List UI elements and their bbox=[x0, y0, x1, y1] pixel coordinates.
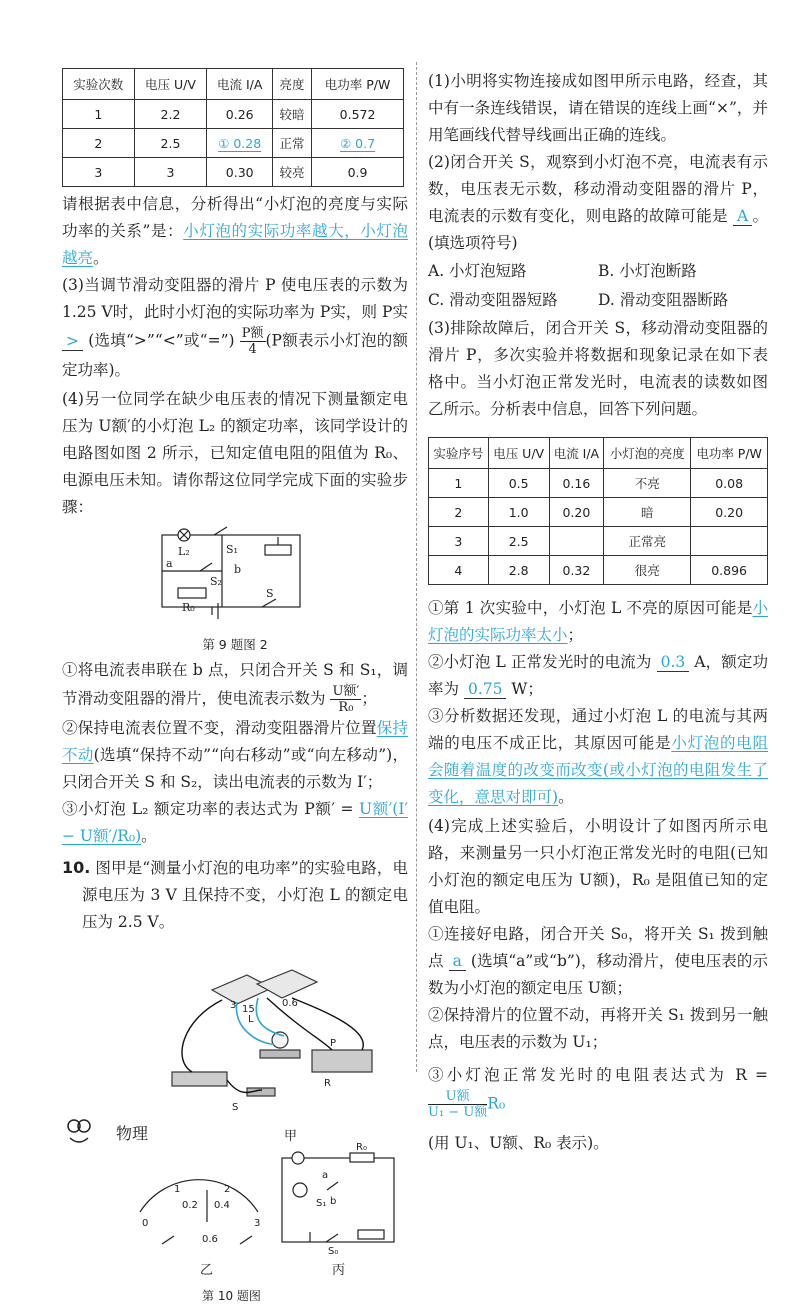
table-header-row bbox=[429, 438, 768, 469]
meter-and-circuit-figure bbox=[62, 1142, 408, 1312]
table-row bbox=[429, 469, 768, 498]
paragraph-brightness: 请根据表中信息，分析得出“小灯泡的亮度与实际功率的关系”是：小灯泡的实际功率越大，小灯泡越亮。 bbox=[62, 195, 408, 267]
table-cell: 3 bbox=[429, 527, 489, 556]
label-a: a bbox=[166, 557, 173, 570]
table-header-cell: 电压 U/V bbox=[134, 69, 207, 100]
paragraph-r1: (1)小明将实物连接成如图甲所示电路，经查，其中有一条连线错误，请在错误的连线上画“×”，并用笔画线代替导线画出正确的连线。 bbox=[428, 72, 768, 144]
switch-s1-icon bbox=[214, 527, 227, 535]
table-header-cell: 小灯泡的亮度 bbox=[604, 438, 691, 469]
table-row bbox=[429, 556, 768, 585]
answer-compare: > bbox=[62, 332, 83, 351]
table-cell: 较暗 bbox=[273, 100, 312, 129]
tick-1: 1 bbox=[174, 1184, 181, 1195]
tick-06: 0.6 bbox=[202, 1234, 218, 1245]
results-table-1 bbox=[62, 68, 404, 187]
paragraph-q3: (3)当调节滑动变阻器的滑片 P 使电压表的示数为 1.25 V时，此时小灯泡的实际功率为 P实，则 P实 > (选填“>”“<”或“=”) $\frac{\text{P额}}{4}$ (P额表示小灯泡的额定功率)。 bbox=[62, 276, 408, 379]
label-l: L bbox=[248, 1014, 254, 1025]
switch-s-icon bbox=[262, 599, 276, 607]
answer-slider: 保持不动 bbox=[62, 719, 408, 764]
label-a: a bbox=[322, 1170, 329, 1181]
label-3: 3 bbox=[230, 1000, 237, 1011]
bulb-base bbox=[260, 1050, 300, 1058]
table-cell bbox=[691, 527, 768, 556]
table-cell: 正常亮 bbox=[604, 527, 691, 556]
resistor-r0-icon bbox=[178, 588, 206, 598]
label-s2: S₂ bbox=[210, 575, 222, 588]
table-cell: 正常 bbox=[273, 129, 312, 158]
step-1: ①将电流表串联在 b 点，只闭合开关 S 和 S₁，调节滑动变阻器的滑片，使电流表示数为 $\frac{\text{U额′}}{\text{R₀}}$ ； bbox=[62, 661, 408, 715]
resistor-r0-icon bbox=[350, 1153, 374, 1162]
table-cell: 暗 bbox=[604, 498, 691, 527]
figure-caption-10: 第 10 题图 bbox=[202, 1289, 261, 1303]
table-cell: 0.9 bbox=[312, 158, 404, 187]
switch-s0-icon bbox=[326, 1234, 338, 1242]
right-column bbox=[428, 68, 768, 1157]
table-cell: 3 bbox=[134, 158, 207, 187]
page-footer bbox=[64, 1118, 148, 1146]
tick-04: 0.4 bbox=[214, 1200, 230, 1211]
label-yi: 乙 bbox=[200, 1263, 214, 1278]
label-15: 15 bbox=[242, 1004, 255, 1015]
label-r0: R₀ bbox=[356, 1142, 367, 1153]
table-cell-answer: ① 0.28 bbox=[207, 129, 273, 158]
answer-fault: A bbox=[733, 207, 752, 226]
ammeter-icon bbox=[257, 970, 317, 998]
wire bbox=[182, 1000, 222, 1072]
fraction-prated-over-4: $\frac{\text{P额}}{4}$ bbox=[241, 326, 264, 357]
table-header-cell: 电流 I/A bbox=[549, 438, 604, 469]
table-cell: 1 bbox=[429, 469, 489, 498]
step-2: ②保持电流表位置不变，滑动变阻器滑片位置保持不动(选填“保持不动”“向右移动”或“向左移动”)，只闭合开关 S 和 S₂，读出电流表的示数为 I′； bbox=[62, 719, 408, 791]
label-s: S bbox=[232, 1102, 239, 1113]
answer-power-expression: U额′(I′ − U额′/R₀) bbox=[62, 800, 408, 845]
tick-02: 0.2 bbox=[182, 1200, 198, 1211]
table-cell: 1 bbox=[63, 100, 135, 129]
table-header-cell: 实验次数 bbox=[63, 69, 135, 100]
wire bbox=[227, 1080, 262, 1093]
step-3: ③小灯泡 L₂ 额定功率的表达式为 P额′ = U额′(I′ − U额′/R₀)。 bbox=[62, 800, 408, 845]
paragraph-q4: (4)另一位同学在缺少电压表的情况下测量额定电压为 U额′的小灯泡 L₂ 的额定功率，该同学设计的电路图如图 2 所示，已知定值电阻的阻值为 R₀、电源电压未知。请你帮这位同学完成下面的实验步骤： bbox=[62, 390, 408, 516]
option-b: B. 小灯泡断路 bbox=[598, 262, 697, 280]
table-header-cell: 电功率 P/W bbox=[312, 69, 404, 100]
fraction-urated-over-r0: $\frac{\text{U额′}}{\text{R₀}}$ bbox=[332, 684, 360, 715]
label-b: b bbox=[234, 563, 242, 576]
answer-not-lit-reason: 小灯泡的实际功率太小 bbox=[428, 599, 768, 644]
answer-resistance-expression: $\frac{\text{U额}}{\text{U₁ − U额}}$ bbox=[428, 1089, 488, 1120]
table-cell: 0.20 bbox=[691, 498, 768, 527]
paragraph-r4: (4)完成上述实验后，小明设计了如图丙所示电路，来测量另一只小灯泡正常发光时的电阻(已知小灯泡的额定电压为 U额)，R₀ 是阻值已知的定值电阻。 bbox=[428, 817, 768, 916]
table-cell: 不亮 bbox=[604, 469, 691, 498]
question-10: 10. 图甲是“测量小灯泡的电功率”的实验电路，电源电压为 3 V 且保持不变，小灯泡 L 的额定电压为 2.5 V。 bbox=[62, 858, 408, 931]
voltmeter-icon bbox=[212, 975, 272, 1004]
table-header-cell: 电功率 P/W bbox=[691, 438, 768, 469]
switch-s1-icon bbox=[327, 1182, 338, 1190]
table-cell: 2 bbox=[429, 498, 489, 527]
answer-brightness: 小灯泡的实际功率越大，小灯泡越亮 bbox=[62, 222, 408, 267]
table-cell: 很亮 bbox=[604, 556, 691, 585]
voltmeter-icon bbox=[293, 1183, 307, 1197]
step-b1: ①连接好电路，闭合开关 S₀，将开关 S₁ 拨到触点 a (选填“a”或“b”)，移动滑片，使电压表的示数为小灯泡的额定电压 U额； bbox=[428, 925, 768, 997]
table-header-cell: 电流 I/A bbox=[207, 69, 273, 100]
table-cell bbox=[549, 527, 604, 556]
table-cell: 4 bbox=[429, 556, 489, 585]
question-number: 10. bbox=[62, 858, 91, 877]
answer-line-1: ①第 1 次实验中，小灯泡 L 不亮的原因可能是小灯泡的实际功率太小； bbox=[428, 599, 768, 644]
step-b4: (用 U₁、U额、R₀ 表示)。 bbox=[428, 1134, 609, 1152]
table-cell: 0.20 bbox=[549, 498, 604, 527]
mascot-logo-icon bbox=[64, 1118, 94, 1146]
terminal-icon bbox=[240, 1236, 252, 1244]
table-cell: 较亮 bbox=[273, 158, 312, 187]
terminal-icon bbox=[162, 1236, 174, 1244]
label-s: S bbox=[266, 587, 274, 600]
label-s0: S₀ bbox=[328, 1246, 339, 1257]
table-cell: 2.5 bbox=[488, 527, 549, 556]
rheostat-icon bbox=[265, 545, 291, 555]
rheostat-icon bbox=[312, 1050, 372, 1072]
label-r0: R₀ bbox=[182, 601, 195, 614]
tick-3: 3 bbox=[254, 1218, 261, 1229]
table-cell: 2 bbox=[63, 129, 135, 158]
label-p: P bbox=[330, 1038, 337, 1049]
footer-subject: 物理 bbox=[116, 1123, 149, 1143]
table-cell: 0.572 bbox=[312, 100, 404, 129]
battery-pack-icon bbox=[172, 1072, 227, 1086]
results-table-2 bbox=[428, 437, 768, 585]
table-row bbox=[429, 498, 768, 527]
table-cell: 3 bbox=[63, 158, 135, 187]
table-cell: 1.0 bbox=[488, 498, 549, 527]
step-b3: ③小灯泡正常发光时的电阻表达式为 R = $\frac{\text{U额}}{\text{U₁ − U额}}$ R₀ bbox=[428, 1066, 768, 1120]
label-jia: 甲 bbox=[284, 1129, 298, 1144]
figure-caption-9: 第 9 题图 2 bbox=[202, 637, 268, 652]
tick-0: 0 bbox=[142, 1218, 149, 1229]
ammeter-scale-arc bbox=[140, 1180, 258, 1212]
label-b: b bbox=[330, 1196, 337, 1207]
label-s1: S₁ bbox=[316, 1198, 327, 1209]
correction-wire bbox=[256, 998, 284, 1036]
column-divider bbox=[416, 62, 417, 1072]
options-list bbox=[428, 257, 768, 315]
table-cell: 0.30 bbox=[207, 158, 273, 187]
label-l2: L₂ bbox=[178, 545, 190, 558]
label-bing: 丙 bbox=[332, 1263, 346, 1278]
rheostat-icon bbox=[358, 1230, 384, 1239]
table-cell: 2.8 bbox=[488, 556, 549, 585]
table-row bbox=[63, 129, 404, 158]
table-cell: 0.26 bbox=[207, 100, 273, 129]
option-c: C. 滑动变阻器短路 bbox=[428, 291, 558, 309]
circuit-diagram-fig9 bbox=[62, 523, 408, 633]
option-a: A. 小灯泡短路 bbox=[428, 262, 527, 280]
table-cell: 2.5 bbox=[134, 129, 207, 158]
answer-contact: a bbox=[449, 952, 466, 971]
table-cell: 0.08 bbox=[691, 469, 768, 498]
step-b2: ②保持滑片的位置不动，再将开关 S₁ 拨到另一触点，电压表的示数为 U₁； bbox=[428, 1006, 768, 1051]
answer-current: 0.3 bbox=[657, 653, 690, 672]
table-cell: 0.16 bbox=[549, 469, 604, 498]
table-cell: 2.2 bbox=[134, 100, 207, 129]
table-cell: 0.5 bbox=[488, 469, 549, 498]
table-cell-answer: ② 0.7 bbox=[312, 129, 404, 158]
option-d: D. 滑动变阻器断路 bbox=[598, 291, 729, 309]
table-header-row bbox=[63, 69, 404, 100]
table-header-cell: 实验序号 bbox=[429, 438, 489, 469]
paragraph-r3: (3)排除故障后，闭合开关 S，移动滑动变阻器的滑片 P，多次实验并将数据和现象记录在如下表格中。当小灯泡正常发光时，电流表的读数如图乙所示。分析表中信息，回答下列问题。 bbox=[428, 319, 768, 418]
wire bbox=[292, 998, 363, 1050]
answer-rated-power: 0.75 bbox=[464, 680, 507, 699]
table-cell: 0.896 bbox=[691, 556, 768, 585]
lamp-icon bbox=[292, 1152, 304, 1164]
label-06: 0.6 bbox=[282, 998, 298, 1009]
table-cell: 0.32 bbox=[549, 556, 604, 585]
table-row bbox=[63, 100, 404, 129]
label-s1: S₁ bbox=[226, 543, 238, 556]
answer-nonlinear-reason: 小灯泡的电阻会随着温度的改变而改变(或小灯泡的电阻发生了变化，意思对即可) bbox=[428, 734, 768, 806]
table-header-cell: 电压 U/V bbox=[488, 438, 549, 469]
switch-s2-icon bbox=[200, 563, 212, 571]
label-r: R bbox=[324, 1078, 331, 1089]
tick-2: 2 bbox=[224, 1184, 231, 1195]
paragraph-r2: (2)闭合开关 S，观察到小灯泡不亮，电流表有示数，电压表无示数，移动滑动变阻器的滑片 P，电流表的示数有变化，则电路的故障可能是 A 。(填选项符号) bbox=[428, 153, 768, 252]
answer-line-3: ③分析数据还发现，通过小灯泡 L 的电流与其两端的电压不成正比，其原因可能是小灯泡的电阻会随着温度的改变而改变(或小灯泡的电阻发生了变化，意思对即可)。 bbox=[428, 707, 768, 806]
table-row bbox=[429, 527, 768, 556]
answer-line-2: ②小灯泡 L 正常发光时的电流为 0.3 A，额定功率为 0.75 W； bbox=[428, 653, 768, 698]
table-header-cell: 亮度 bbox=[273, 69, 312, 100]
table-row bbox=[63, 158, 404, 187]
